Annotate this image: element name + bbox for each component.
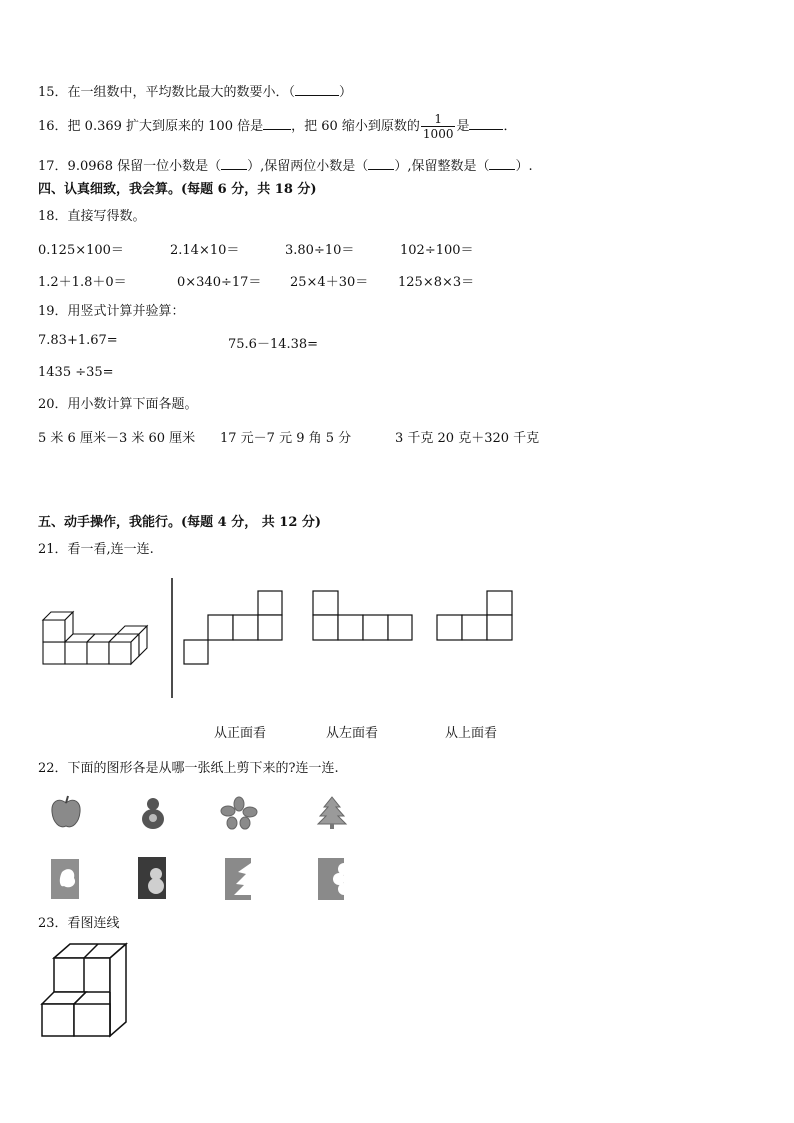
calc-item: 102÷100＝	[400, 243, 474, 258]
fraction: $\frac{1}{1000}$	[422, 112, 454, 141]
section-4-heading: 四、认真细致，我会算。(每题 6 分，共 18 分)	[38, 182, 317, 197]
question-16: 16．把 0.369 扩大到原来的 100 倍是 ，把 60 缩小到原数的 $\frac{1}{1000}$ 是 ．	[38, 112, 517, 141]
gourd-shape-icon[interactable]	[138, 795, 168, 831]
cube-stack-figure	[40, 942, 132, 1042]
label-left-view[interactable]: 从左面看	[326, 726, 379, 741]
question-20-title: 20．用小数计算下面各题。	[38, 397, 198, 412]
question-21-title: 21．看一看,连一连.	[38, 542, 154, 557]
question-19-title: 19．用竖式计算并验算：	[38, 304, 185, 319]
calc-item: 5 米 6 厘米－3 米 60 厘米	[38, 431, 196, 446]
answer-blank[interactable]	[263, 117, 291, 130]
question-18-title: 18．直接写得数。	[38, 209, 146, 224]
answer-blank[interactable]	[221, 157, 247, 170]
answer-blank[interactable]	[489, 157, 515, 170]
tree-shape-icon[interactable]	[316, 796, 348, 830]
question-15: 15．在一组数中，平均数比最大的数要小．（ ）	[38, 85, 353, 100]
calc-item: 17 元－7 元 9 角 5 分	[220, 431, 352, 446]
answer-blank[interactable]	[295, 83, 339, 96]
flower-shape-icon[interactable]	[222, 797, 256, 829]
calc-item: 125×8×3＝	[398, 275, 475, 290]
view-option-c[interactable]	[436, 590, 514, 642]
question-22-title: 22．下面的图形各是从哪一张纸上剪下来的?连一连.	[38, 761, 339, 776]
calc-item: 3 千克 20 克＋320 千克	[395, 431, 540, 446]
label-top-view[interactable]: 从上面看	[445, 726, 498, 741]
question-23-title: 23．看图连线	[38, 916, 120, 931]
calc-item: 1.2＋1.8＋0＝	[38, 275, 127, 290]
paper-sheet-b[interactable]	[137, 856, 169, 900]
paper-sheet-a[interactable]	[50, 858, 82, 900]
calc-item: 3.80÷10＝	[285, 243, 355, 258]
paper-sheet-c[interactable]	[224, 857, 254, 901]
calc-item: 25×4＋30＝	[290, 275, 369, 290]
apple-shape-icon[interactable]	[50, 795, 82, 831]
question-17: 17．9.0968 保留一位小数是（ ）,保留两位小数是（ ）,保留整数是（ ）.	[38, 159, 533, 174]
calc-item: 7.83+1.67=	[38, 333, 118, 348]
calc-item: 75.6－14.38=	[228, 337, 319, 352]
view-option-b[interactable]	[312, 590, 414, 642]
answer-blank[interactable]	[368, 157, 394, 170]
vertical-divider	[171, 578, 175, 698]
calc-item: 2.14×10＝	[170, 243, 240, 258]
calc-item: 0.125×100＝	[38, 243, 124, 258]
section-5-heading: 五、动手操作，我能行。(每题 4 分， 共 12 分)	[38, 515, 322, 530]
calc-item: 0×340÷17＝	[177, 275, 262, 290]
answer-blank[interactable]	[469, 117, 503, 130]
calc-item: 1435 ÷35=	[38, 365, 114, 380]
cube-solid-figure	[38, 615, 158, 670]
paper-sheet-d[interactable]	[317, 857, 347, 901]
view-option-a[interactable]	[183, 590, 283, 666]
label-front-view[interactable]: 从正面看	[214, 726, 267, 741]
